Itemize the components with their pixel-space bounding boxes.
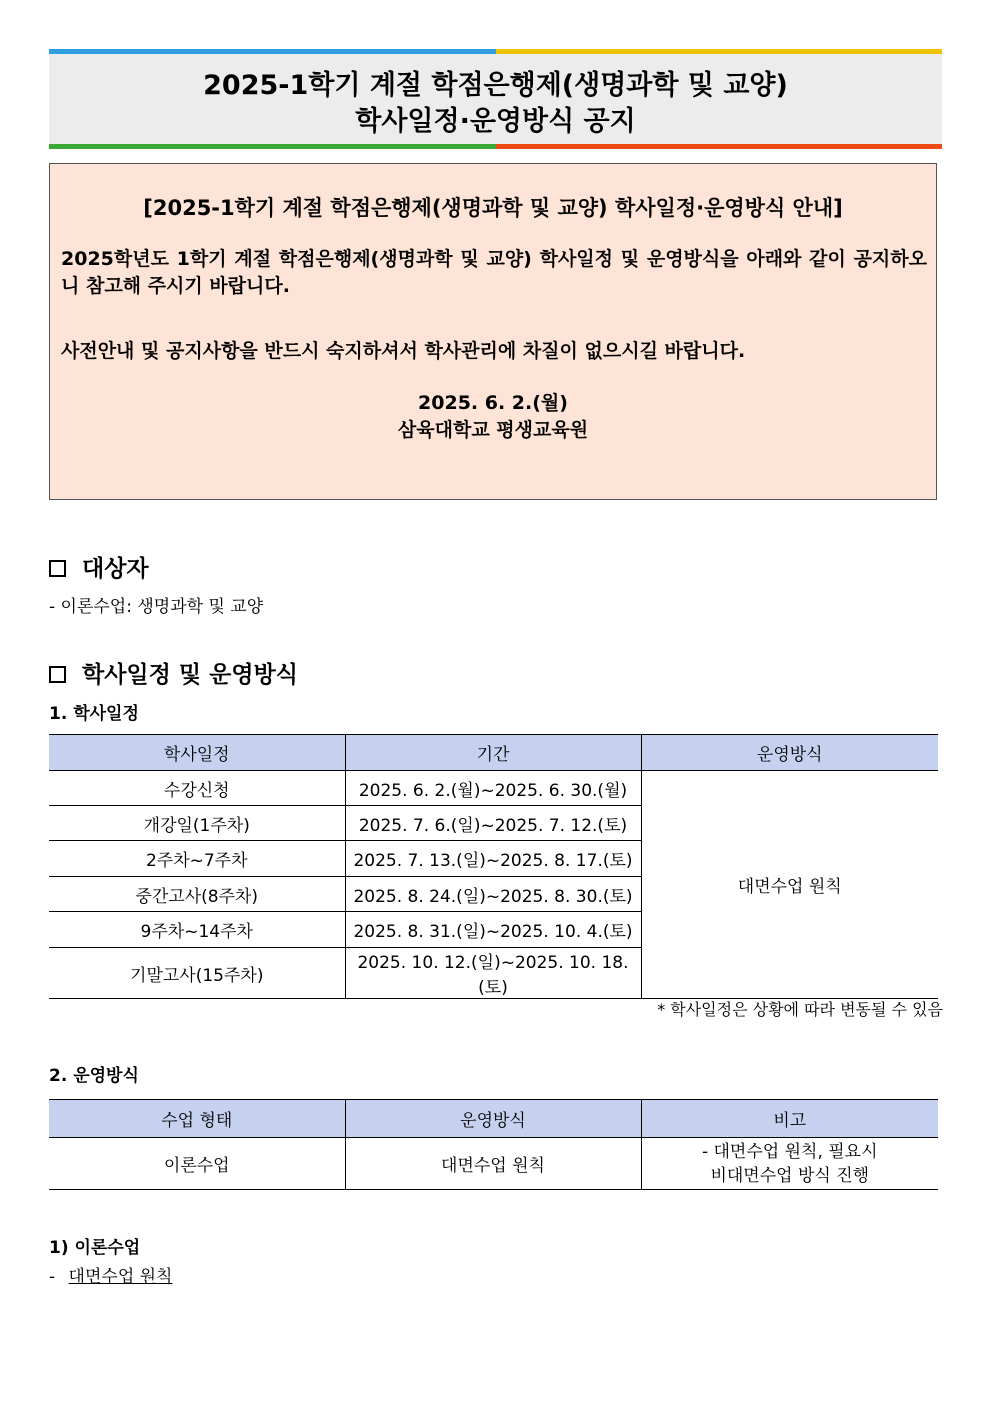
schedule-item: 2주차~7주차 — [49, 841, 345, 877]
theory-item-text: 대면수업 원칙 — [68, 1267, 173, 1287]
target-item: - 이론수업: 생명과학 및 교양 — [49, 597, 264, 617]
schedule-method: 대면수업 원칙 — [641, 771, 938, 999]
table-header-cell: 운영방식 — [641, 735, 938, 771]
class-remark-line2: 비대면수업 방식 진행 — [710, 1165, 870, 1186]
notice-organization: 삼육대학교 평생교육원 — [397, 419, 589, 441]
schedule-item: 수강신청 — [49, 771, 345, 806]
schedule-period: 2025. 8. 24.(일)~2025. 8. 30.(토) — [345, 877, 641, 912]
section-target-title: 대상자 — [82, 556, 149, 582]
schedule-item: 개강일(1주차) — [49, 806, 345, 841]
table-header-cell: 비고 — [641, 1100, 938, 1138]
section-target-heading — [49, 550, 149, 583]
notice-box — [49, 163, 937, 500]
table-header-cell: 수업 형태 — [49, 1100, 345, 1138]
table-row — [49, 1138, 938, 1190]
checkbox-square-icon — [49, 560, 66, 577]
notice-paragraph-1: 2025학년도 1학기 계절 학점은행제(생명과학 및 교양) 학사일정 및 운영방식을 아래와 같이 공지하오니 참고해 주시기 바랍니다. — [61, 248, 927, 297]
checkbox-square-icon — [49, 666, 66, 683]
schedule-period: 2025. 10. 12.(일)~2025. 10. 18.(토) — [345, 948, 641, 999]
table-header-row — [49, 1100, 938, 1138]
subsection-method-label: 2. 운영방식 — [49, 1066, 139, 1086]
notice-heading: [2025-1학기 계절 학점은행제(생명과학 및 교양) 학사일정·운영방식 안내] — [143, 196, 843, 220]
section-schedule-title: 학사일정 및 운영방식 — [82, 662, 298, 688]
subsection-theory: 1) 이론수업 — [49, 1238, 141, 1258]
title-banner — [49, 49, 942, 149]
table-header-cell: 운영방식 — [345, 1100, 641, 1138]
section-schedule-heading — [49, 656, 298, 689]
theory-item-dash: - — [49, 1267, 56, 1287]
class-type: 이론수업 — [49, 1138, 345, 1190]
title-bar-green — [49, 144, 496, 149]
subsection-schedule: 1. 학사일정 — [49, 704, 139, 724]
schedule-item: 중간고사(8주차) — [49, 877, 345, 912]
method-table — [49, 1099, 938, 1190]
schedule-period: 2025. 8. 31.(일)~2025. 10. 4.(토) — [345, 912, 641, 948]
schedule-period: 2025. 7. 6.(일)~2025. 7. 12.(토) — [345, 806, 641, 841]
table-header-row — [49, 735, 938, 771]
schedule-table — [49, 734, 938, 999]
theory-item — [49, 1262, 172, 1287]
title-bar-blue — [49, 49, 496, 54]
schedule-item: 9주차~14주차 — [49, 912, 345, 948]
page-title-line1: 2025-1학기 계절 학점은행제(생명과학 및 교양) — [203, 70, 788, 101]
schedule-period: 2025. 6. 2.(월)~2025. 6. 30.(월) — [345, 771, 641, 806]
table-header-cell: 기간 — [345, 735, 641, 771]
notice-paragraph-2: 사전안내 및 공지사항을 반드시 숙지하셔서 학사관리에 차질이 없으시길 바랍니다. — [61, 340, 746, 362]
schedule-note: * 학사일정은 상황에 따라 변동될 수 있음 — [657, 1000, 943, 1019]
subsection-method — [49, 1061, 139, 1086]
table-row — [49, 771, 938, 806]
class-method: 대면수업 원칙 — [345, 1138, 641, 1190]
table-header-cell: 학사일정 — [49, 735, 345, 771]
schedule-item: 기말고사(15주차) — [49, 948, 345, 999]
page-title-line2: 학사일정·운영방식 공지 — [355, 106, 636, 137]
class-remark — [641, 1138, 938, 1190]
class-remark-line1: - 대면수업 원칙, 필요시 — [701, 1141, 878, 1162]
schedule-period: 2025. 7. 13.(일)~2025. 8. 17.(토) — [345, 841, 641, 877]
title-bar-yellow — [496, 49, 942, 54]
title-bar-red — [496, 144, 942, 149]
notice-date: 2025. 6. 2.(월) — [418, 392, 568, 414]
